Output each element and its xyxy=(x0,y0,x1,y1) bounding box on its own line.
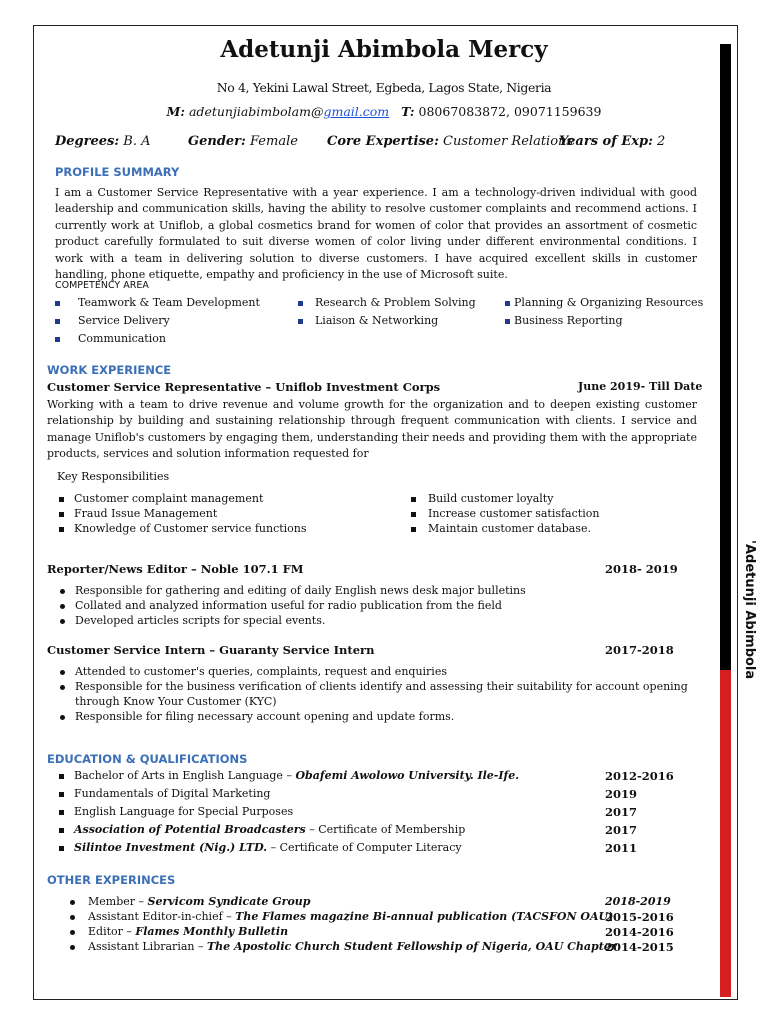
competency-item xyxy=(298,314,438,327)
bullet-text: Responsible for the business verification of clients identify and assessing their suitability for account opening xyxy=(75,680,688,693)
bullet-text: Developed articles scripts for special events. xyxy=(75,614,326,627)
side-name: 'Adetunji Abimbola xyxy=(742,540,757,680)
competency-item xyxy=(505,314,623,327)
responsibility-label: Maintain customer database. xyxy=(428,522,591,535)
education-year: 2017 xyxy=(605,805,638,819)
meta-years xyxy=(559,134,665,149)
email-user: adetunjiabimbolam@ xyxy=(188,104,324,119)
job1-dates: June 2019- Till Date xyxy=(578,380,703,393)
education-item xyxy=(59,823,465,836)
job2-bullet xyxy=(60,614,325,627)
responsibility-label: Build customer loyalty xyxy=(428,492,554,505)
responsibility-label: Fraud Issue Management xyxy=(74,507,218,520)
education-year: 2019 xyxy=(605,787,638,801)
meta-value: Customer Relations xyxy=(443,134,574,149)
address: No 4, Yekini Lawal Street, Egbeda, Lagos State, Nigeria xyxy=(216,80,552,95)
education-year: 2012-2016 xyxy=(605,769,674,783)
education-year: 2017 xyxy=(605,823,638,837)
meta-key: Gender: xyxy=(188,134,246,149)
education-item xyxy=(59,841,462,854)
competency-item xyxy=(55,296,260,309)
bullet-text: Collated and analyzed information useful for radio publication from the field xyxy=(75,599,502,612)
side-bar-black xyxy=(720,44,731,670)
bullet-text: Responsible for filing necessary account opening and update forms. xyxy=(75,710,455,723)
meta-key: Degrees: xyxy=(55,134,120,149)
competency-item xyxy=(55,332,166,345)
other-org: Flames Monthly Bulletin xyxy=(135,925,289,938)
job1-desc: Working with a team to drive revenue and volume growth for the organization and to deepen existing customer relationship by building and sustaining relationship through frequent communication with clients. I service and manage Uniflob's customers by engaging them, understanding their needs and providing them with the appropriate products, services and solution information requested for xyxy=(47,398,697,461)
edu-institution: Silintoe Investment (Nig.) LTD. xyxy=(74,841,268,854)
email-link[interactable]: gmail.com xyxy=(323,104,390,119)
competency-label: Teamwork & Team Development xyxy=(78,296,260,309)
phone-numbers: 08067083872, 09071159639 xyxy=(418,104,602,119)
education-item xyxy=(59,769,519,782)
competency-label: Planning & Organizing Resources xyxy=(514,296,704,309)
responsibility-item xyxy=(411,492,553,505)
meta-key: Core Expertise: xyxy=(327,134,439,149)
meta-expertise xyxy=(327,134,573,149)
bullet-text: Attended to customer's queries, complaints, request and enquiries xyxy=(75,665,447,678)
contact-line xyxy=(0,104,768,119)
job2-bullet xyxy=(60,584,526,597)
responsibility-label: Knowledge of Customer service functions xyxy=(74,522,307,535)
other-year: 2014-2016 xyxy=(605,925,674,939)
responsibility-label: Increase customer satisfaction xyxy=(428,507,600,520)
other-org: The Apostolic Church Student Fellowship of Nigeria, OAU Chapter xyxy=(206,940,617,953)
other-role: Assistant Editor-in-chief – xyxy=(88,910,236,923)
other-role: Assistant Librarian – xyxy=(88,940,207,953)
job2-dates: 2018- 2019 xyxy=(605,562,678,576)
side-bar-red xyxy=(720,670,731,997)
job3-bullet xyxy=(60,665,447,678)
other-item xyxy=(70,925,288,938)
competency-heading: COMPETENCY AREA xyxy=(55,280,149,291)
competency-label: Communication xyxy=(78,332,166,345)
job3-bullet xyxy=(60,680,688,693)
meta-gender xyxy=(188,134,298,149)
job3-bullet-cont: through Know Your Customer (KYC) xyxy=(75,695,277,708)
other-role: Editor – xyxy=(88,925,136,938)
meta-value: Female xyxy=(249,134,298,149)
other-item xyxy=(70,910,613,923)
other-org: Servicom Syndicate Group xyxy=(147,895,311,908)
edu-text: Bachelor of Arts in English Language – xyxy=(74,769,296,782)
edu-text: English Language for Special Purposes xyxy=(74,805,294,818)
edu-text: – Certificate of Membership xyxy=(305,823,466,836)
other-year: 2018-2019 xyxy=(605,895,671,908)
candidate-name: Adetunji Abimbola Mercy xyxy=(220,36,548,63)
meta-value: B. A xyxy=(123,134,151,149)
job2-title: Reporter/News Editor – Noble 107.1 FM xyxy=(47,562,304,576)
job2-bullet xyxy=(60,599,502,612)
other-item xyxy=(70,940,617,953)
edu-institution: Obafemi Awolowo University. Ile-Ife. xyxy=(295,769,520,782)
work-heading: WORK EXPERIENCE xyxy=(47,363,172,377)
other-year: 2015-2016 xyxy=(605,910,674,924)
responsibility-item xyxy=(59,507,217,520)
job3-bullet xyxy=(60,710,454,723)
other-item xyxy=(70,895,310,908)
job3-title: Customer Service Intern – Guaranty Service Intern xyxy=(47,643,375,657)
responsibility-item xyxy=(59,522,307,535)
other-heading: OTHER EXPERINCES xyxy=(47,873,176,887)
education-item xyxy=(59,805,293,818)
education-item xyxy=(59,787,270,800)
edu-institution: Association of Potential Broadcasters xyxy=(74,823,306,836)
other-role: Member – xyxy=(88,895,148,908)
competency-label: Liaison & Networking xyxy=(315,314,439,327)
edu-text: – Certificate of Computer Literacy xyxy=(267,841,462,854)
responsibility-item xyxy=(411,507,599,520)
responsibilities-heading: Key Responsibilities xyxy=(57,470,170,483)
competency-item xyxy=(55,314,170,327)
responsibility-item xyxy=(59,492,263,505)
competency-label: Research & Problem Solving xyxy=(315,296,476,309)
email-label: M: xyxy=(166,104,185,119)
bullet-text: Responsible for gathering and editing of daily English news desk major bulletins xyxy=(75,584,526,597)
meta-value: 2 xyxy=(657,134,666,149)
education-year: 2011 xyxy=(605,841,638,855)
responsibility-label: Customer complaint management xyxy=(74,492,264,505)
job3-dates: 2017-2018 xyxy=(605,643,674,657)
profile-heading: PROFILE SUMMARY xyxy=(55,165,180,179)
competency-label: Service Delivery xyxy=(78,314,170,327)
phone-label: T: xyxy=(401,104,415,119)
other-year: 2014-2015 xyxy=(605,940,674,954)
competency-label: Business Reporting xyxy=(514,314,623,327)
meta-degrees xyxy=(55,134,151,149)
responsibility-item xyxy=(411,522,591,535)
education-heading: EDUCATION & QUALIFICATIONS xyxy=(47,752,248,766)
competency-item xyxy=(505,296,703,309)
profile-text: I am a Customer Service Representative with a year experience. I am a technology-driven individual with good leadership and communication skills, having the ability to resolve customer complaints and recommend actions. I currently work at Uniflob, a global cosmetics brand for women of color that provides an assortment of cosmetic product carefully formulated to suit diverse women of color living under different environmental conditions. I work with a team in delivering solution to diverse customers. I have acquired excellent skills in customer handling, phone etiquette, empathy and proficiency in the use of Microsoft suite. xyxy=(55,186,697,282)
competency-item xyxy=(298,296,476,309)
other-org: The Flames magazine Bi-annual publication (TACSFON OAU) xyxy=(235,910,614,923)
meta-key: Years of Exp: xyxy=(559,134,653,149)
edu-text: Fundamentals of Digital Marketing xyxy=(74,787,271,800)
job1-title: Customer Service Representative – Uniflob Investment Corps xyxy=(47,380,441,394)
